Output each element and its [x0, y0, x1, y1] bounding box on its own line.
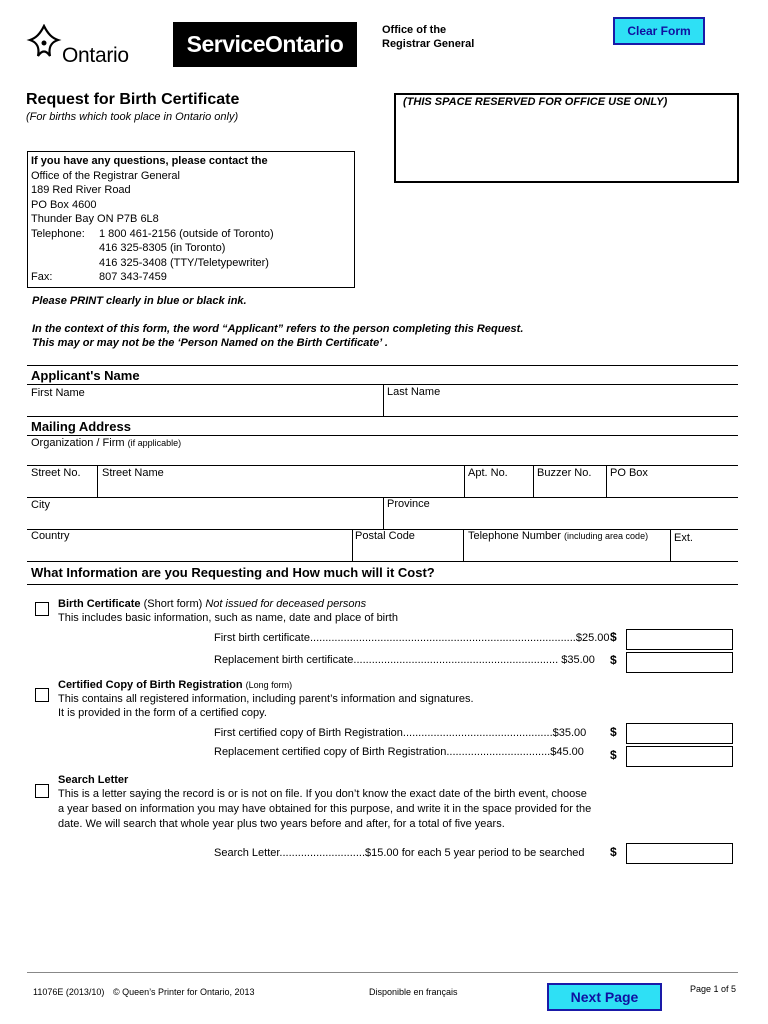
divider — [27, 584, 738, 585]
buzzer-no-label: Buzzer No. — [537, 467, 592, 479]
replacement-birth-cert-line: Replacement birth certificate................................................................... $35.00 — [214, 654, 595, 666]
replacement-certified-copy-line: Replacement certified copy of Birth Registration..................................$45.00 — [214, 746, 584, 758]
phone-number: 1 800 461-2156 (outside of Toronto) — [99, 227, 274, 240]
phone-number: 416 325-8305 (in Toronto) — [99, 242, 226, 254]
context-notice-1: In the context of this form, the word “Applicant” refers to the person completing this Request. — [32, 323, 524, 335]
replacement-certified-copy-amount[interactable] — [626, 746, 733, 767]
dollar-sign: $ — [610, 725, 617, 739]
ext-label: Ext. — [674, 532, 693, 544]
dollar-sign: $ — [610, 748, 617, 762]
divider — [27, 365, 738, 366]
search-letter-desc-2: a year based on information you may have obtained for this purpose, and write it in the space provided for the — [58, 803, 592, 815]
context-notice-2: This may or may not be the ‘Person Named on the Birth Certificate’ . — [32, 337, 388, 349]
contact-line: 189 Red River Road — [31, 184, 131, 196]
birth-certificate-checkbox[interactable] — [35, 602, 49, 616]
next-page-button[interactable]: Next Page — [547, 983, 662, 1011]
telephone-label: Telephone: — [31, 227, 85, 240]
contact-line: PO Box 4600 — [31, 198, 97, 211]
serviceontario-brand: ServiceOntario — [173, 22, 357, 67]
organization-label: Organization / Firm (if applicable) — [31, 437, 182, 449]
first-certified-copy-amount[interactable] — [626, 723, 733, 744]
mailing-address-title: Mailing Address — [31, 419, 131, 434]
first-birth-cert-amount[interactable] — [626, 629, 733, 650]
phone-number: 416 325-3408 (TTY/Teletypewriter) — [99, 256, 269, 269]
trillium-icon — [26, 24, 62, 64]
search-letter-amount[interactable] — [626, 843, 733, 864]
office-line-2: Registrar General — [382, 38, 475, 50]
organization-field[interactable] — [27, 436, 738, 464]
search-letter-checkbox[interactable] — [35, 784, 49, 798]
copyright: © Queen’s Printer for Ontario, 2013 — [113, 987, 255, 997]
first-name-label: First Name — [31, 387, 85, 399]
contact-box — [27, 151, 355, 288]
first-name-field[interactable] — [27, 385, 383, 415]
certified-copy-heading: Certified Copy of Birth Registration (Long form) — [58, 679, 293, 691]
contact-line: Thunder Bay ON P7B 6L8 — [31, 213, 159, 225]
divider — [27, 561, 738, 562]
form-subtitle: (For births which took place in Ontario only) — [26, 111, 239, 123]
clear-form-button[interactable]: Clear Form — [613, 17, 705, 45]
first-birth-cert-line: First birth certificate.......................................................................................$25.00 — [214, 632, 610, 644]
french-available: Disponible en français — [369, 987, 458, 997]
last-name-label: Last Name — [387, 386, 441, 398]
contact-heading: If you have any questions, please contact the — [31, 155, 268, 167]
birth-certificate-heading: Birth Certificate (Short form) Not issued for deceased persons — [58, 598, 367, 610]
birth-certificate-desc: This includes basic information, such as name, date and place of birth — [58, 612, 398, 624]
fax-number: 807 343-7459 — [99, 271, 167, 283]
apt-no-label: Apt. No. — [468, 467, 508, 479]
country-phone-fields[interactable] — [27, 530, 738, 561]
telephone-number-label: Telephone Number (including area code) — [468, 530, 649, 542]
search-letter-heading: Search Letter — [58, 774, 129, 786]
dollar-sign: $ — [610, 653, 617, 667]
province-label: Province — [387, 498, 430, 510]
city-province-fields[interactable] — [27, 498, 738, 529]
street-no-label: Street No. — [31, 467, 81, 479]
print-notice: Please PRINT clearly in blue or black ink. — [32, 295, 247, 307]
requesting-title: What Information are you Requesting and How much will it Cost? — [31, 565, 435, 580]
dollar-sign: $ — [610, 630, 617, 644]
certified-copy-desc-1: This contains all registered information, including parent’s information and signatures. — [58, 693, 474, 705]
street-name-label: Street Name — [102, 467, 164, 479]
divider — [27, 416, 738, 417]
fax-label: Fax: — [31, 271, 53, 283]
page-number: Page 1 of 5 — [690, 984, 737, 994]
search-letter-desc-3: date. We will search that whole year plus two years before and after, for a total of five years. — [58, 818, 505, 830]
last-name-field[interactable] — [384, 385, 738, 415]
po-box-label: PO Box — [610, 467, 648, 479]
office-use-box — [394, 93, 739, 183]
first-certified-copy-line: First certified copy of Birth Registration.................................................$35.00 — [214, 727, 587, 739]
contact-line: Office of the Registrar General — [31, 169, 180, 182]
applicant-name-title: Applicant's Name — [31, 368, 140, 383]
office-use-label: (THIS SPACE RESERVED FOR OFFICE USE ONLY) — [403, 96, 668, 108]
ontario-wordmark: Ontario — [62, 44, 129, 67]
replacement-birth-cert-amount[interactable] — [626, 652, 733, 673]
office-line-1: Office of the — [382, 24, 447, 36]
dollar-sign: $ — [610, 845, 617, 859]
form-code: 11076E (2013/10) — [33, 987, 105, 997]
search-letter-line: Search Letter............................$15.00 for each 5 year period to be searched — [214, 847, 585, 859]
certified-copy-desc-2: It is provided in the form of a certified copy. — [58, 707, 267, 719]
street-address-fields[interactable] — [27, 466, 738, 497]
search-letter-desc-1: This is a letter saying the record is or is not on file. If you don’t know the exact date of the birth event, choose — [58, 788, 587, 800]
postal-code-label: Postal Code — [355, 530, 415, 542]
form-title: Request for Birth Certificate — [26, 91, 240, 108]
city-label: City — [31, 499, 50, 511]
certified-copy-checkbox[interactable] — [35, 688, 49, 702]
country-label: Country — [31, 530, 70, 542]
footer-divider — [27, 972, 738, 973]
